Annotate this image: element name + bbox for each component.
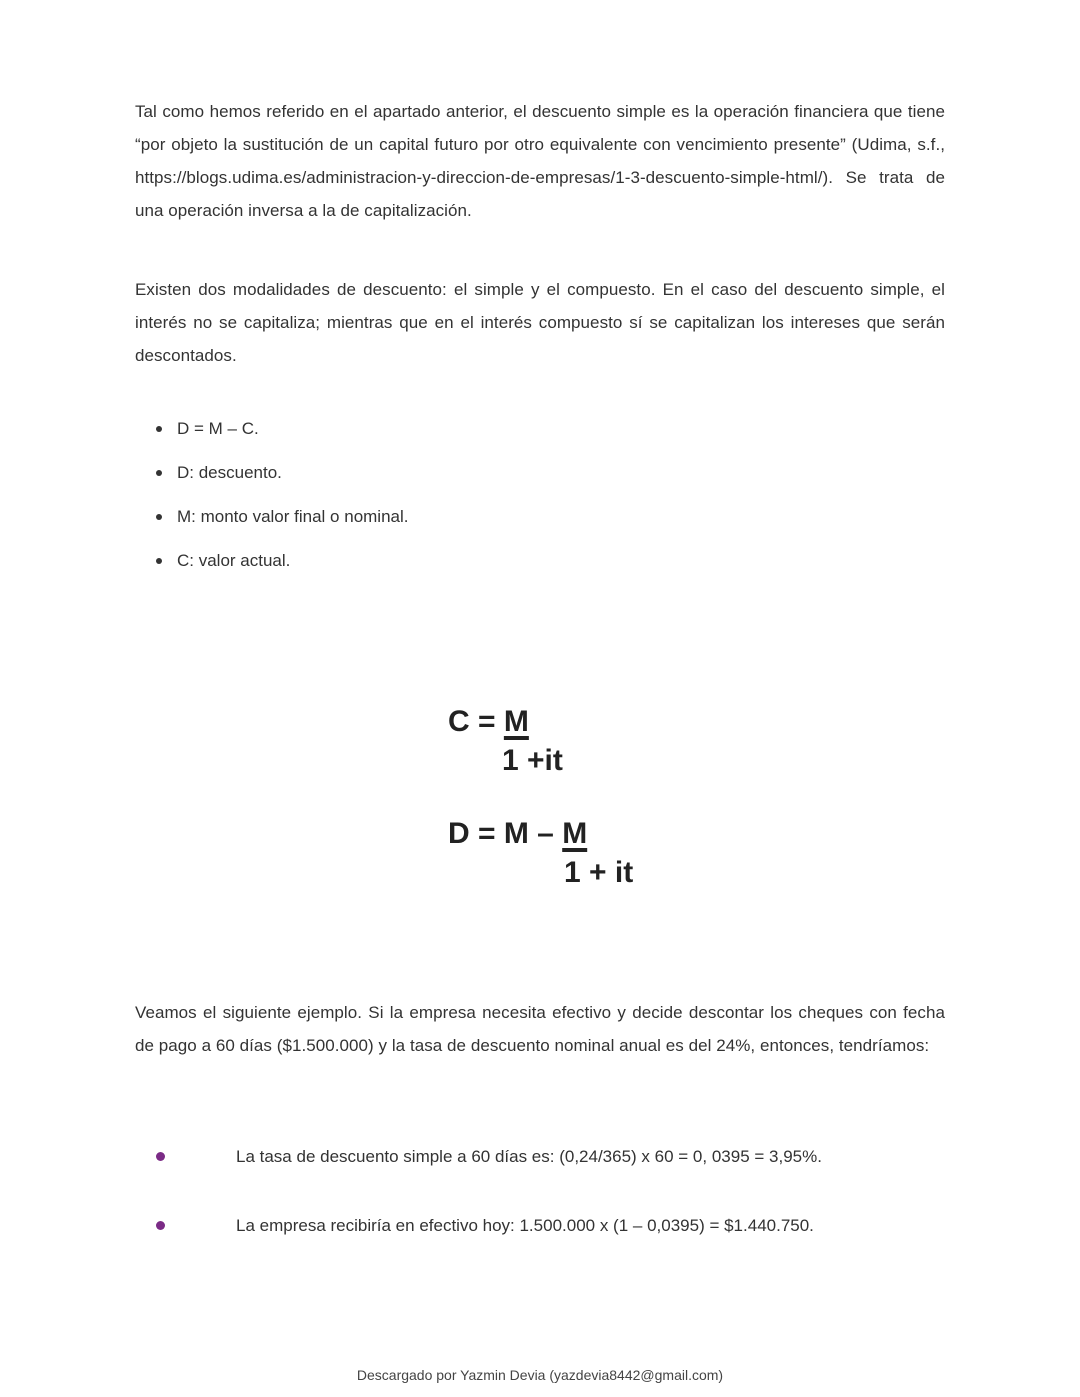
bullet-dot-icon bbox=[156, 470, 162, 476]
definition-text: D: descuento. bbox=[177, 463, 282, 482]
bullet-dot-icon bbox=[156, 558, 162, 564]
example-paragraph: Veamos el siguiente ejemplo. Si la empresa necesita efectivo y decide descontar los cheques con fecha de pago a 60 días ($1.500.000) y la tasa de descuento nominal anual es del 24%, entonces, tendríamos: bbox=[135, 1003, 945, 1055]
formula-numerator: M bbox=[503, 705, 529, 738]
list-item bbox=[156, 412, 409, 456]
formula-denominator: 1 +it bbox=[502, 744, 563, 777]
formula-top-row bbox=[448, 818, 587, 850]
result-text: La empresa recibiría en efectivo hoy: 1.500.000 x (1 – 0,0395) = $1.440.750. bbox=[236, 1216, 814, 1235]
bullet-dot-icon bbox=[156, 1152, 165, 1161]
formula-top-row bbox=[448, 706, 529, 738]
bullet-dot-icon bbox=[156, 1221, 165, 1230]
formula-left-side: D = M – bbox=[448, 817, 563, 850]
definition-text: D = M – C. bbox=[177, 419, 259, 438]
download-footer: Descargado por Yazmin Devia (yazdevia8442@gmail.com) bbox=[356, 1367, 724, 1383]
list-item bbox=[156, 544, 409, 588]
definitions-list bbox=[156, 412, 409, 588]
modalities-paragraph: Existen dos modalidades de descuento: el simple y el compuesto. En el caso del descuento simple, el interés no se capitaliza; mientras que en el interés compuesto sí se capitalizan los intereses que serán descontados. bbox=[135, 280, 945, 365]
intro-paragraph: Tal como hemos referido en el apartado anterior, el descuento simple es la operación financiera que tiene “por objeto la sustitución de un capital futuro por otro equivalente con vencimiento presente” (Udima, s.f., https://blogs.udima.es/administracion-y-direccion-de-empresas/1-3-descuento-simple-html/). Se trata de una operación inversa a la de capitalización. bbox=[135, 102, 945, 220]
list-item bbox=[156, 500, 409, 544]
formula-left-side: C = bbox=[448, 705, 504, 738]
definition-text: M: monto valor final o nominal. bbox=[177, 507, 409, 526]
result-text: La tasa de descuento simple a 60 días es: (0,24/365) x 60 = 0, 0395 = 3,95%. bbox=[236, 1147, 822, 1166]
list-item bbox=[156, 456, 409, 500]
formula-denominator: 1 + it bbox=[564, 856, 634, 889]
bullet-dot-icon bbox=[156, 514, 162, 520]
definition-text: C: valor actual. bbox=[177, 551, 291, 570]
bullet-dot-icon bbox=[156, 426, 162, 432]
formula-numerator: M bbox=[562, 817, 588, 850]
